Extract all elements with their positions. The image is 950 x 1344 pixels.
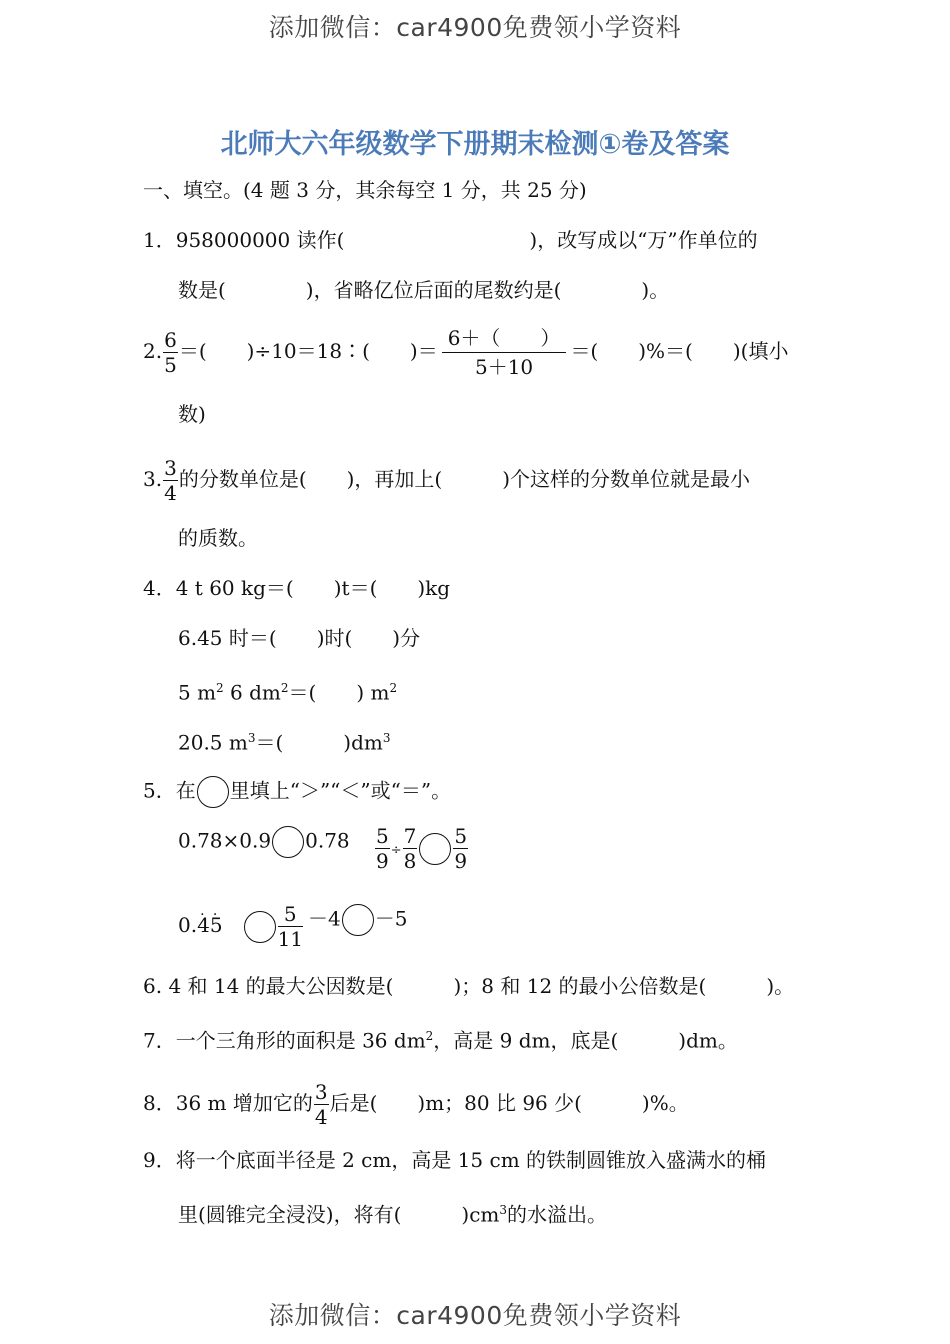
fraction: $\frac{6}{5}$ (164, 328, 177, 377)
page-title: 北师大六年级数学下册期末检测①卷及答案 (220, 129, 730, 160)
fraction: $\frac{6+( )}{5+10}$ (442, 328, 567, 377)
compare-circle[interactable] (197, 776, 229, 808)
question-9-line-1: 9．将一个底面半径是 2 cm，高是 15 cm 的铁制圆锥放入盛满水的桶 (143, 1148, 767, 1172)
question-8: 8．36 m 增加它的 $\frac{3}{4}$ 后是( )m；80 比 96 少( )%。 (143, 1080, 689, 1129)
question-9-line-2: 里(圆锥完全浸没)，将有( )$cm^3$的水溢出。 (178, 1202, 608, 1227)
question-1-line-2: 数是( )，省略亿位后面的尾数约是( )。 (178, 278, 670, 302)
question-1-line-1: 1．958000000 读作( )，改写成以“万”作单位的 (143, 228, 758, 252)
question-2-line-1: 2. $\frac{6}{5}$ ＝( )÷10＝18∶( )＝ $\frac{6+( )}{5+10}$ ＝( )%＝( )(填小 (143, 326, 789, 379)
question-5-line-1: 5．在 里填上“＞”“＜”或“＝”。 (143, 776, 451, 808)
question-5-item-a: 0.78×0.9 0.78 (178, 826, 350, 858)
watermark-bottom: 添加微信：car4900免费领小学资料 (268, 1301, 682, 1330)
fraction: $\frac{3}{4}$ (164, 456, 177, 505)
compare-circle[interactable] (244, 911, 276, 943)
question-5-item-c: 0.· 4· 5 $\frac{5}{11}$ (178, 904, 304, 949)
question-5-item-b: $\frac{5}{9}$ ÷ $\frac{7}{8}$ $\frac{5}{9}$ (376, 824, 468, 873)
watermark-top: 添加微信：car4900免费领小学资料 (268, 13, 682, 42)
question-3-line-1: 3. $\frac{3}{4}$ 的分数单位是( )，再加上( )个这样的分数单位就是最小 (143, 456, 751, 505)
question-4-line-1: 4．4 t 60 kg＝( )t＝( )kg (143, 576, 451, 600)
fraction: $\frac{3}{4}$ (314, 1080, 328, 1129)
question-4-line-3: 5 $m^2$ 6 $dm^2=$( ) $m^2$ (178, 680, 398, 705)
compare-circle[interactable] (419, 833, 451, 865)
question-5-item-d: －4 －5 (308, 904, 407, 936)
fraction: $\frac{5}{9}$ (376, 824, 389, 873)
question-6: 6. 4 和 14 的最大公因数是( )；8 和 12 的最小公倍数是( )。 (143, 974, 795, 998)
compare-circle[interactable] (342, 904, 374, 936)
compare-circle[interactable] (272, 826, 304, 858)
fraction: $\frac{5}{11}$ (277, 902, 304, 951)
question-4-line-4: 20.5 $m^3=$( )$dm^3$ (178, 730, 391, 755)
question-7: 7．一个三角形的面积是 36 $dm^2$，高是 9 dm，底是( )dm。 (143, 1028, 738, 1053)
section-heading: 一、填空。(4 题 3 分，其余每空 1 分，共 25 分) (143, 178, 587, 202)
fraction: $\frac{7}{8}$ (403, 824, 417, 873)
fraction: $\frac{5}{9}$ (454, 824, 468, 873)
question-2-line-2: 数) (178, 402, 206, 426)
question-3-line-2: 的质数。 (178, 526, 258, 550)
question-4-line-2: 6.45 时＝( )时( )分 (178, 626, 421, 650)
